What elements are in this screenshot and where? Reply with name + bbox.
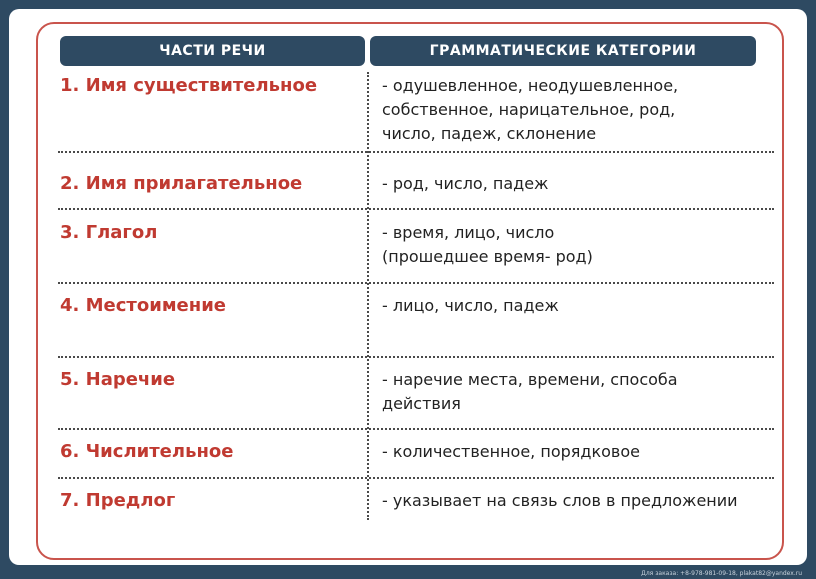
part-of-speech: 1. Имя существительное	[60, 75, 318, 96]
row-separator	[58, 428, 774, 430]
row-separator	[58, 282, 774, 284]
row-separator	[58, 208, 774, 210]
part-of-speech: 5. Наречие	[60, 369, 176, 390]
grammatical-categories: - наречие места, времени, способа действия	[382, 370, 678, 413]
order-contact-footer: Для заказа: +8-978-981-09-18, plakat82@yandex.ru	[641, 570, 802, 577]
column-divider	[367, 72, 369, 520]
header-parts-of-speech: ЧАСТИ РЕЧИ	[60, 36, 365, 66]
part-of-speech: 4. Местоимение	[60, 295, 227, 316]
part-of-speech: 7. Предлог	[60, 490, 176, 511]
grammatical-categories: - одушевленное, неодушевленное, собственное, нарицательное, род, число, падеж, склонение	[382, 76, 679, 143]
row-separator	[58, 151, 774, 153]
header-grammatical-categories: ГРАММАТИЧЕСКИЕ КАТЕГОРИИ	[370, 36, 756, 66]
row-separator	[58, 356, 774, 358]
grammatical-categories: - указывает на связь слов в предложении	[382, 491, 738, 510]
grammatical-categories: - количественное, порядковое	[382, 442, 640, 461]
grammatical-categories: - род, число, падеж	[382, 174, 549, 193]
part-of-speech: 3. Глагол	[60, 222, 158, 243]
row-separator	[58, 477, 774, 479]
part-of-speech: 6. Числительное	[60, 441, 234, 462]
part-of-speech: 2. Имя прилагательное	[60, 173, 303, 194]
grammatical-categories: - лицо, число, падеж	[382, 296, 559, 315]
grammatical-categories: - время, лицо, число (прошедшее время- род)	[382, 223, 593, 266]
